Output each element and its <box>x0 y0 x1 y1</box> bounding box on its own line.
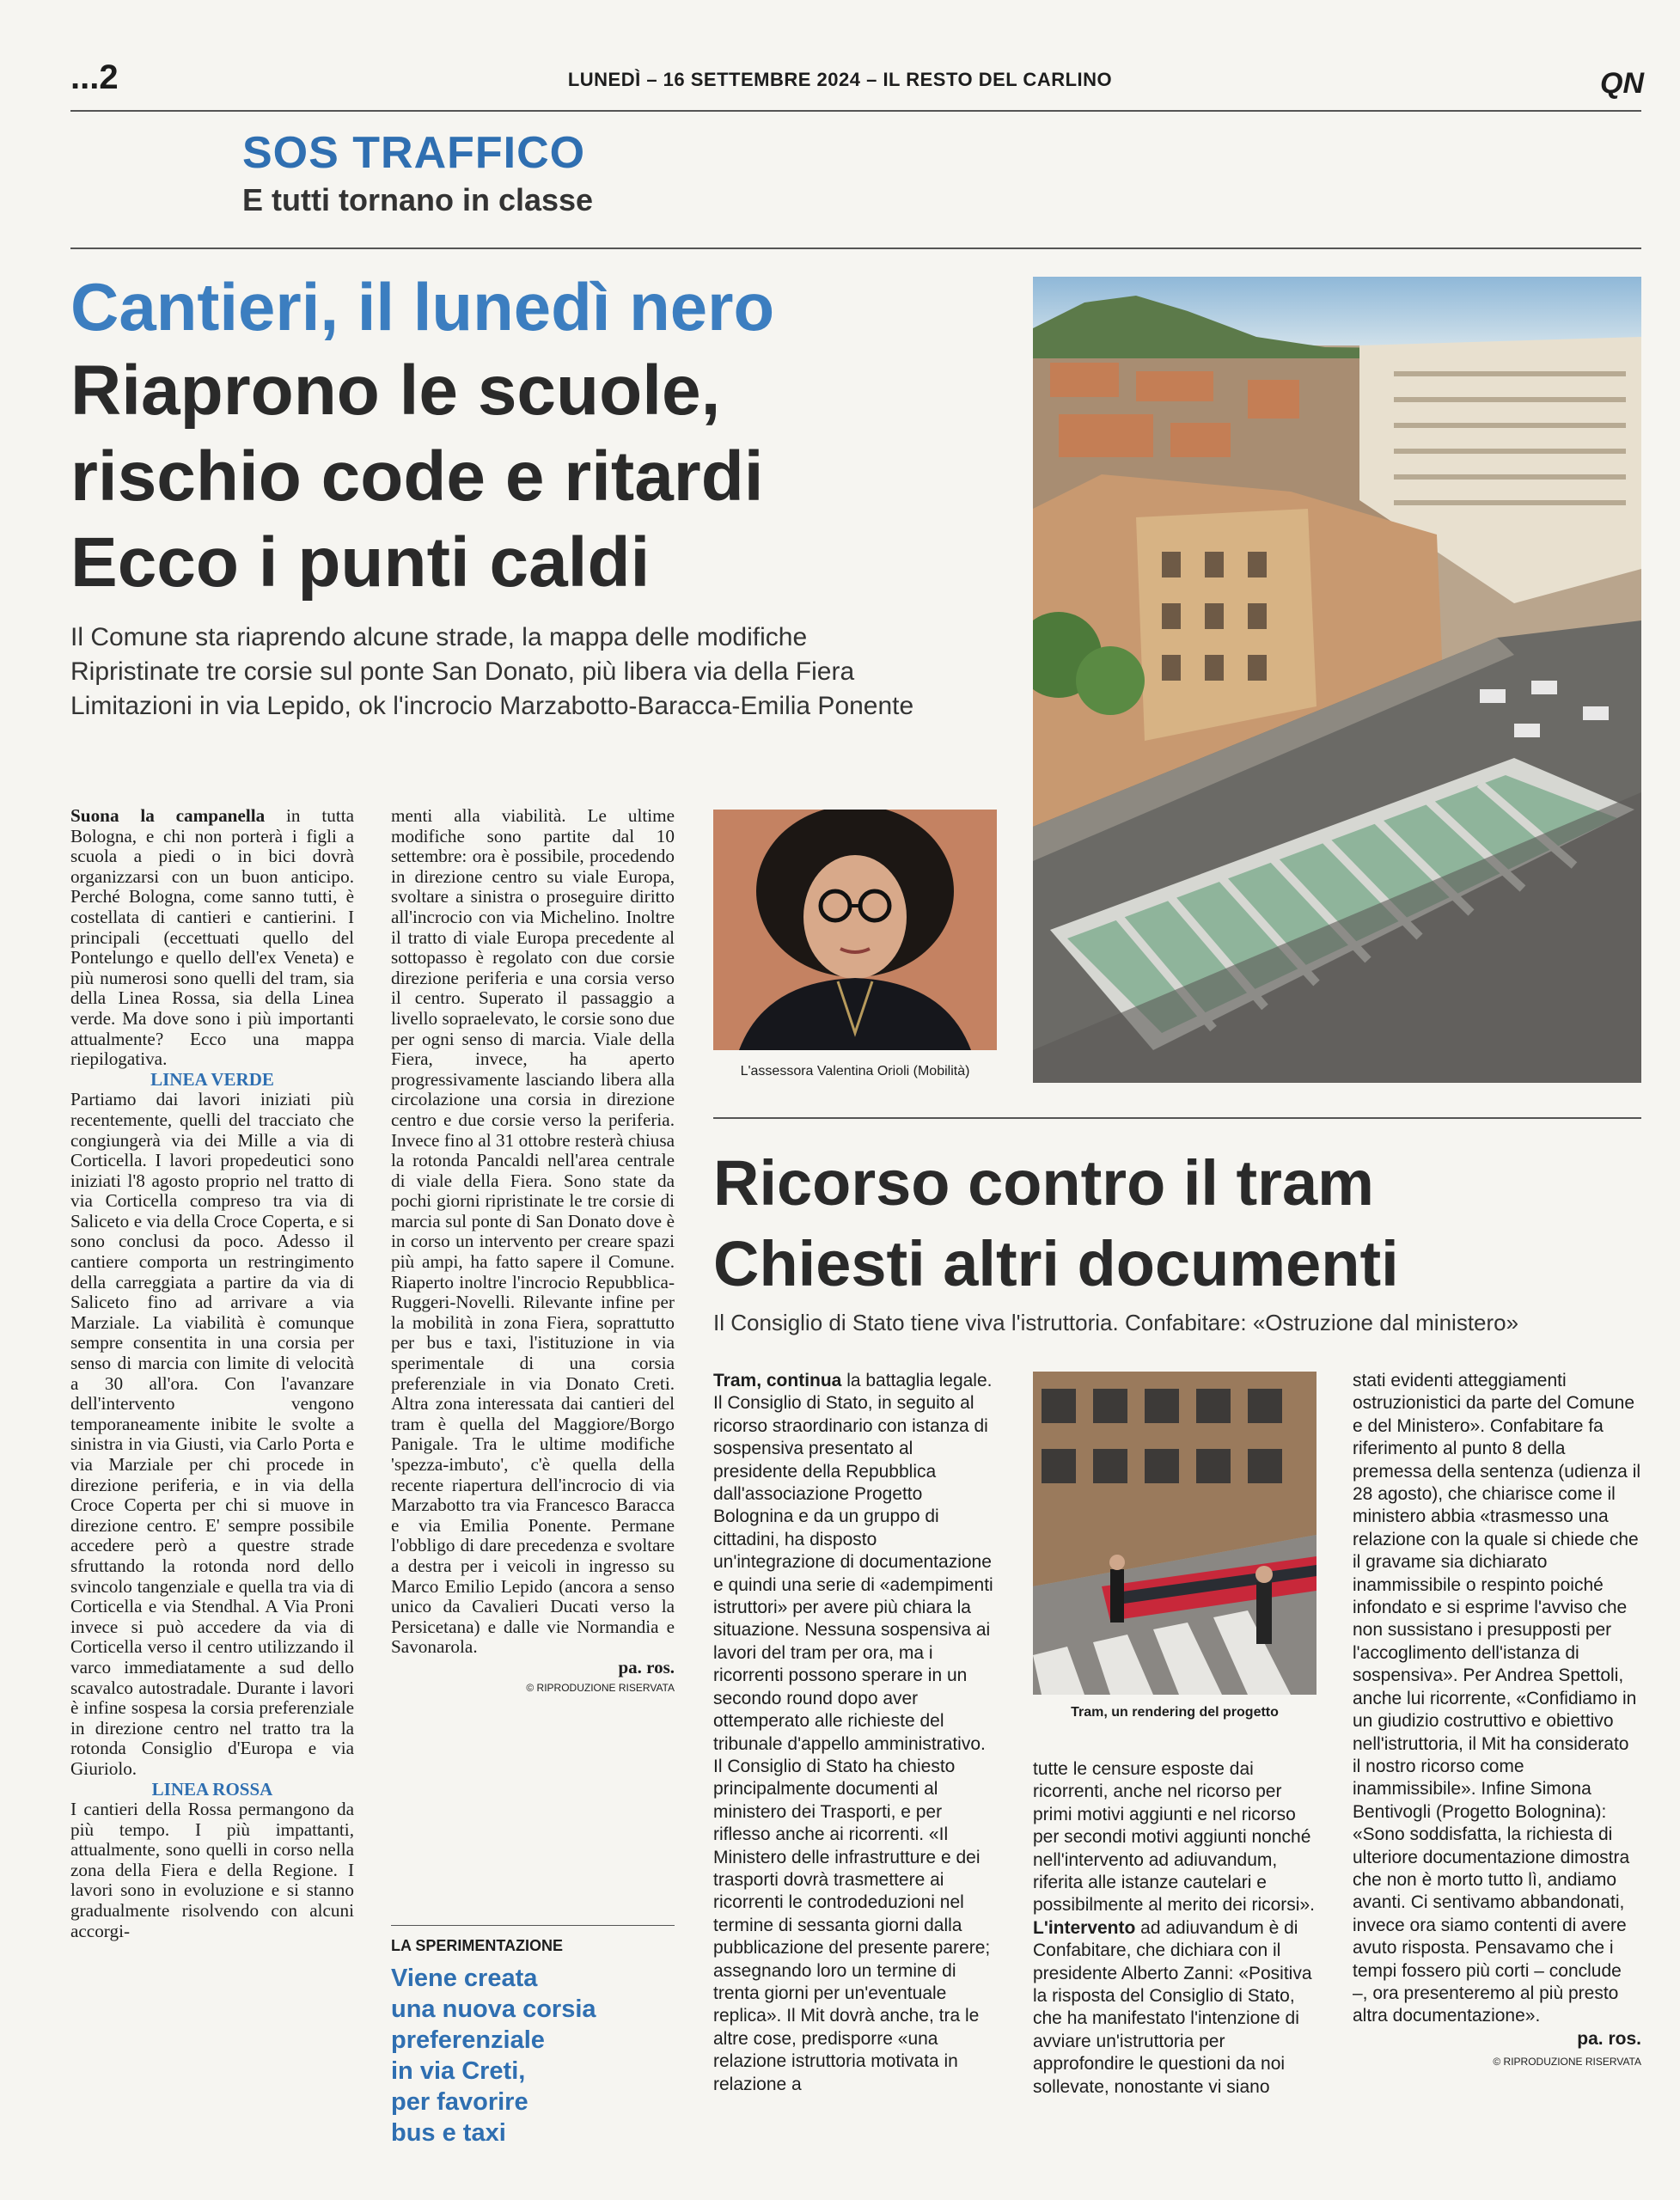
box-title-line: in via Creti, <box>391 2057 526 2085</box>
section-subtitle: E tutti tornano in classe <box>242 182 594 217</box>
article2-paragraph: ad adiuvandum è di Confabitare, che dichiara con il presidente Alberto Zanni: «Positiva la risposta del Consiglio di Stato, che ha manifestato l'intenzione di avviare un'istruttoria per approfondire le questioni da noi sollevate, nonostante vi siano <box>1033 1917 1312 2097</box>
box-title-line: preferenziale <box>391 2026 545 2054</box>
box-rule <box>391 1925 675 1926</box>
article-subhead: LINEA ROSSA <box>151 1778 273 1800</box>
article2-signature: pa. ros. <box>1577 2028 1641 2049</box>
article2-column-1 <box>713 1370 997 2147</box>
article2-lead: Tram, continua <box>713 1371 842 1390</box>
article2-subheadline: Il Consiglio di Stato tiene viva l'istruttoria. Confabitare: «Ostruzione dal ministero» <box>713 1310 1519 1335</box>
tram-caption: Tram, un rendering del progetto <box>1071 1705 1279 1720</box>
header-rule <box>70 110 1641 112</box>
box-title <box>391 1963 596 2148</box>
headline-line: Ecco i punti caldi <box>70 523 651 602</box>
aerial-construction-photo <box>1033 277 1641 1083</box>
article2-rule <box>713 1117 1641 1119</box>
article-column-1 <box>70 806 354 2145</box>
box-title-line: una nuova corsia <box>391 1995 596 2023</box>
box-title-line: bus e taxi <box>391 2119 506 2147</box>
article2-headline <box>713 1143 1399 1305</box>
article2-paragraph: stati evidenti atteggiamenti ostruzionistici da parte del Comune e del Ministero». Confabitare fa riferimento al punto 8 della premessa della sentenza (udienza il 28 agosto), che chiarisce come il ministero abbia «trasmesso una relazione con la quale si chiede che il gravame sia dichiarato inammissibile o respinto poiché infondato e si esprime l'avviso che non sussistano i presupposti per l'accoglimento dell'istanza di sospensiva». Per Andrea Spettoli, anche lui ricorrente, «Confidiamo in un giudizio costruttivo e obiettivo nell'istruttoria, il Mit ha considerato il nostro ricorso come inammissibile». Infine Simona Bentivogli (Progetto Bolognina): «Sono soddisfatta, la richiesta di ulteriore documentazione dimostra che non è morto tutto lì, andiamo avanti. Ci sentivamo abbandonati, invece ora siamo contenti di avere avuto risposta. Pensavamo che i tempi fossero più corti – conclude –, ora presenteremo al più presto altra documentazione». <box>1353 1371 1641 2026</box>
article-paragraph: Partiamo dai lavori iniziati più recentemente, quelli del tracciato che congiungerà via dei Mille a via di Corticella. I lavori propedeutici sono iniziati l'8 agosto proprio nel tratto di via Corticella compreso tra via di Saliceto e via della Croce Coperta, e si sono conclusi da poco. Adesso il cantiere comporta un restringimento della carreggiata a partire da via di Saliceto fino ad arrivare a via Marziale. La viabilità è comunque sempre consentita in una corsia per senso di marcia con limite di velocità a 30 all'ora. Con l'avanzare dell'intervento vengono temporaneamente inibite le svolte a sinistra in via Giusti, via Carlo Porta e via Marziale per chi procede in direzione periferia, e in via della Croce Coperta per chi si muove in direzione centro. E' sempre possibile accedere però a questre strade sfruttando la rotonda nord dello svincolo tangenziale e quella tra via di Corticella e via Stendhal. A Via Proni invece si può accedere da via di Corticella verso il centro utilizzando il varco immediatamente a sud dello scavalco autostradale. Durante i lavori è infine sospesa la corsia preferenziale in direzione centro nel tratto tra la rotonda Consiglio d'Europa e via Giuriolo. <box>70 1089 354 1779</box>
article-lead: Suona la campanella <box>70 806 266 826</box>
subheadline-line: Il Comune sta riaprendo alcune strade, la mappa delle modifiche <box>70 623 808 651</box>
article-paragraph: I cantieri della Rossa permangono da più tempo. I più impattanti, attualmente, sono quelli in corso nella zona della Fiera e della Regione. I lavori sono in evoluzione e si stanno gradualmente risolvendo con alcuni accorgi- <box>70 1799 354 1941</box>
page-number: ...2 <box>70 58 119 96</box>
dateline: LUNEDÌ – 16 SETTEMBRE 2024 – IL RESTO DEL CARLINO <box>567 69 1113 90</box>
article-signature: pa. ros. <box>618 1656 675 1678</box>
article-paragraph: menti alla viabilità. Le ultime modifiche sono partite dal 10 settembre: ora è possibile, procedendo in direzione centro su viale Europa, svoltare a sinistra o proseguire diritto all'incrocio con via Michelino. Inoltre il tratto di viale Europa precedente al sottopasso è regolato con due corsie direzione periferia e una corsia verso il centro. Superato il passaggio a livello sopraelevato, le corsie sono due per ogni senso di marcia. Viale della Fiera, invece, ha aperto progressivamente lasciando libera alla circolazione una corsia in direzione centro e due corsie verso la periferia. Invece fino al 31 ottobre resterà chiusa la rotonda Pancaldi nell'area centrale di viale della Fiera. Sono state da pochi giorni ripristinate le tre corsie di marcia sul ponte di San Donato dove è in corso un intervento per creare spazi più ampi, ha fatto sapere il Comune. Riaperto inoltre l'incrocio Repubblica-Ruggeri-Novelli. Rilevante infine per la mobilità in zona Fiera, soprattutto per bus e taxi, l'istituzione in via sperimentale di una corsia preferenziale in via Donato Creti. Altra zona interessata dai cantieri del tram è quella del Maggiore/Borgo Panigale. Tra le ultime modifiche 'spezza-imbuto', c'è quella della recente riapertura dell'incrocio di via Marzabotto tra via Francesco Baracca e via Emilia Ponente. Permane l'obbligo di dare precedenza e svoltare a destra per i veicoli in ingresso su Marco Emilio Lepido (ancora a senso unico da Cavalieri Ducati verso la Persicetana) e dalle vie Normandia e Savonarola. <box>391 806 675 1658</box>
subheadline-line: Limitazioni in via Lepido, ok l'incrocio Marzabotto-Baracca-Emilia Ponente <box>70 692 914 720</box>
article2-paragraph: tutte le censure esposte dai ricorrenti, anche nel ricorso per primi motivi aggiunti e nel ricorso per secondi motivi aggiunti nonché nell'intervento ad adiuvandum, riferita alle istanze cautelari e possibilmente al merito dei ricorsi». <box>1033 1759 1315 1916</box>
publication-logo: QN <box>1600 67 1644 100</box>
article-subhead: LINEA VERDE <box>150 1068 274 1090</box>
portrait-caption: L'assessora Valentina Orioli (Mobilità) <box>740 1064 970 1079</box>
main-subheadline <box>70 620 913 724</box>
copyright-notice: © RIPRODUZIONE RISERVATA <box>1493 2056 1641 2069</box>
article2-column-3 <box>1353 1370 1641 2154</box>
copyright-notice: © RIPRODUZIONE RISERVATA <box>526 1681 675 1694</box>
box-title-line: per favorire <box>391 2088 528 2116</box>
article2-headline-line: Ricorso contro il tram <box>713 1147 1374 1219</box>
box-label: LA SPERIMENTAZIONE <box>391 1937 564 1954</box>
article2-column-2 <box>1033 1758 1317 2147</box>
article2-headline-line: Chiesti altri documenti <box>713 1228 1399 1299</box>
headline-line: Riaprono le scuole, <box>70 351 721 430</box>
headline-line: rischio code e ritardi <box>70 437 764 516</box>
article2-lead-2: L'intervento <box>1033 1917 1136 1938</box>
tram-rendering-photo <box>1033 1372 1317 1695</box>
headline-kicker: Cantieri, il lunedì nero <box>70 269 775 345</box>
section-title: SOS TRAFFICO <box>242 128 586 178</box>
article-paragraph: in tutta Bologna, e chi non porterà i figli a scuola a piedi o in bici dovrà organizzarsi con un buon anticipo. Perché Bologna, come sanno tutti, è costellata di cantieri e cantierini. I principali (eccettuati quello del Pontelungo e quello dell'ex Veneta) e più numerosi sono quelli del tram, sia della Linea Rossa, sia della Linea verde. Ma dove sono i più importanti attualmente? Ecco una mappa riepilogativa. <box>70 806 354 1070</box>
box-title-line: Viene creata <box>391 1965 538 1992</box>
portrait-photo <box>713 810 997 1050</box>
article-column-2 <box>391 806 675 1872</box>
kicker-rule <box>70 248 1641 249</box>
subheadline-line: Ripristinate tre corsie sul ponte San Donato, più libera via della Fiera <box>70 657 855 686</box>
main-headline <box>70 348 764 606</box>
article2-paragraph: la battaglia legale. Il Consiglio di Stato, in seguito al ricorso straordinario con istanza di sospensiva presentato al presidente della Repubblica dall'associazione Progetto Bolognina e da un gruppo di cittadini, ha disposto un'integrazione di documentazione e quindi una serie di «adempimenti istruttori» per avere più chiara la situazione. Nessuna sospensiva ai lavori del tram per ora, ma i ricorrenti possono sperare in un secondo round dopo aver ottemperato alle richieste del tribunale d'appello amministrativo. Il Consiglio di Stato ha chiesto principalmente documenti al ministero dei Trasporti, e per riflesso anche ai ricorrenti. «Il Ministero delle infrastrutture e dei trasporti dovrà trasmettere ai ricorrenti le controdeduzioni nel termine di sessanta giorni dalla pubblicazione del presente parere; assegnando loro un termine di trenta giorni per un'eventuale replica». Il Mit dovrà anche, tra le altre cose, predisporre «una relazione istruttoria motivata in relazione a <box>713 1371 993 2094</box>
